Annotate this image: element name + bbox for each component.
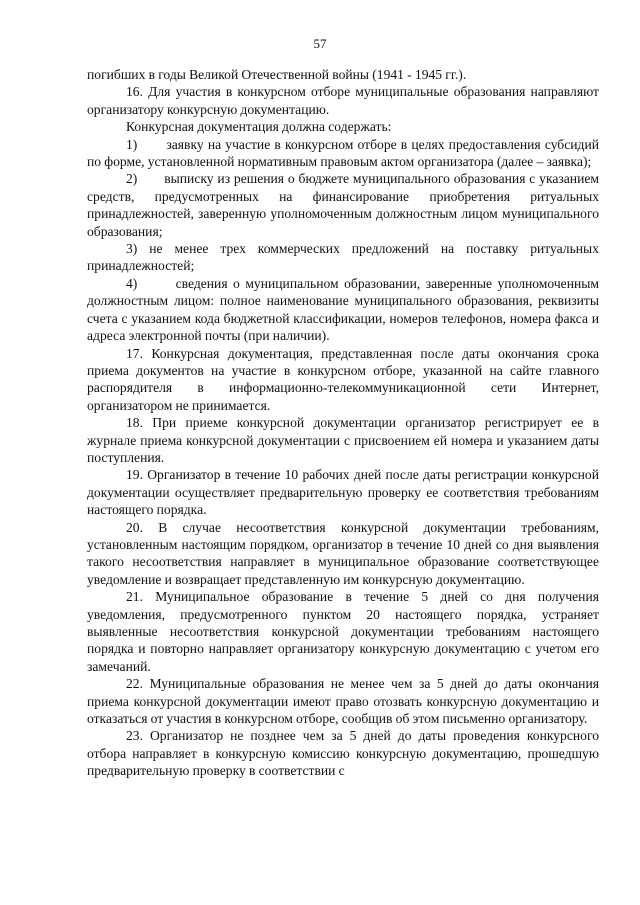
- paragraph-documentation-contents: Конкурсная документация должна содержать:: [126, 119, 392, 135]
- document-body: [87, 66, 599, 780]
- paragraph-16: 16. Для участия в конкурсном отборе муниципальные образования направляют организатору конкурсную документацию.: [87, 84, 599, 117]
- paragraph-20: 20. В случае несоответствия конкурсной документации требованиям, установленным настоящим порядком, организатор в течение 10 дней со дня выявления такого несоответствия направляет в муниципальное образование соответствующее уведомление и возвращает представленную им конкурсную документацию.: [87, 519, 599, 587]
- page-number: 57: [313, 36, 327, 51]
- list-item-1: 1) заявку на участие в конкурсном отборе в целях предоставления субсидий по форме, установленной нормативным правовым актом организатора (далее – заявка);: [87, 136, 599, 170]
- paragraph-19: 19. Организатор в течение 10 рабочих дней после даты регистрации конкурсной документации осуществляет предварительную проверку ее соответствия требованиям настоящего порядка.: [87, 467, 599, 518]
- paragraph-23: 23. Организатор не позднее чем за 5 дней до даты проведения конкурсного отбора направляет в конкурсную комиссию конкурсную документацию, прошедшую предварительную проверку в соответствии с: [87, 728, 599, 779]
- paragraph-18: 18. При приеме конкурсной документации организатор регистрирует ее в журнале приема конкурсной документации с присвоением ей номера и указанием даты поступления.: [87, 415, 599, 465]
- paragraph-17: 17. Конкурсная документация, представленная после даты окончания срока приема документов на участие в конкурсном отборе, указанной на сайте главного распорядителя в информационно-телекоммуникационной сети Интернет, организатором не принимается.: [87, 345, 599, 413]
- paragraph-continuation: погибших в годы Великой Отечественной войны (1941 - 1945 гг.).: [87, 67, 467, 82]
- paragraph-21: 21. Муниципальное образование в течение 5 дней со дня получения уведомления, предусмотренного пунктом 20 настоящего порядка, устраняет выявленные несоответствия конкурсной документации требованиям настоящего порядка и повторно направляет организатору конкурсную документацию с учетом его замечаний.: [87, 589, 599, 674]
- list-item-4: 4) сведения о муниципальном образовании, заверенные уполномоченным должностным лицом: полное наименование муниципального образования, реквизиты счета с указанием кода бюджетной классификации, номеров телефонов, номера факса и адреса электронной почты (при наличии).: [87, 275, 599, 344]
- list-item-3: 3) не менее трех коммерческих предложений на поставку ритуальных принадлежностей;: [87, 241, 599, 274]
- list-item-2: 2) выписку из решения о бюджете муниципального образования с указанием средств, предусмотренных на финансирование приобретения ритуальных принадлежностей, заверенную уполномоченным должностным лицом муниципального образования;: [87, 171, 599, 239]
- paragraph-22: 22. Муниципальные образования не менее чем за 5 дней до даты окончания приема конкурсной документации имеют право отозвать конкурсную документацию и отказаться от участия в конкурсном отборе, сообщив об этом письменно организатору.: [87, 676, 599, 727]
